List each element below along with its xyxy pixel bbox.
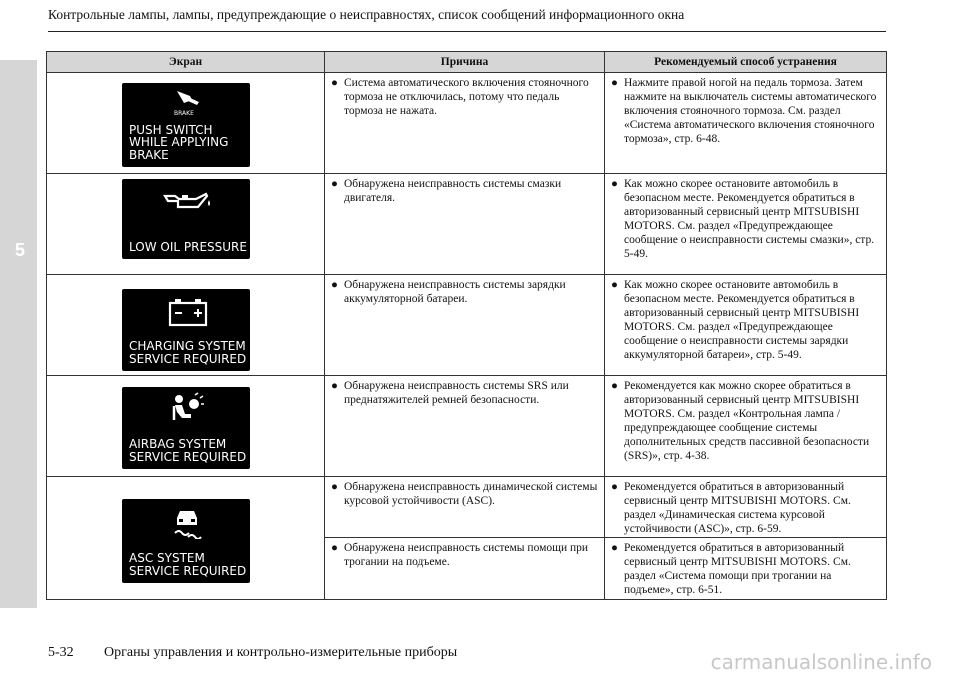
screen-cell [47,275,325,376]
remedy-text: Нажмите правой ногой на педаль тормоза. Затем нажмите на выключатель системы автоматического включения стояночного тормоза. См. раздел «Система автоматического включения стояночного тормоза», стр. 6-48. [624,77,877,145]
table-row [47,275,887,376]
chapter-side-tab [0,60,37,608]
screen-cell [47,477,325,600]
warning-messages-table [46,51,887,600]
display-text: AIRBAG SYSTEM SERVICE REQUIRED [129,437,247,464]
table-row [47,477,887,538]
column-header-cause: Причина [325,52,605,73]
remedy-cell [605,538,887,600]
cause-text: Обнаружена неисправность системы SRS или преднатяжителей ремней безопасности. [344,380,569,406]
table-row [47,73,887,174]
display-text: CHARGING SYSTEM SERVICE REQUIRED [129,339,247,366]
cause-cell [325,73,605,174]
bullet-icon: ● [611,77,618,89]
table-header-row [47,52,887,73]
oil-can-icon [162,187,212,213]
column-header-remedy: Рекомендуемый способ устранения [605,52,887,73]
footer-section-title: Органы управления и контрольно-измерительные приборы [104,645,458,660]
cause-text: Система автоматического включения стояночного тормоза не отключилась, потому что педаль тормоза не нажата. [344,77,589,117]
remedy-text: Как можно скорее остановите автомобиль в безопасном месте. Рекомендуется обратиться в авторизованный сервисный центр MITSUBISHI MOTORS. См. раздел «Предупреждающее сообщение о неисправности системы зарядки аккумуляторной батареи», стр. 5-49. [624,279,860,361]
bullet-icon: ● [331,481,338,493]
column-header-screen: Экран [47,52,325,73]
bullet-icon: ● [611,178,618,190]
display-message-charging [122,289,250,371]
bullet-icon: ● [331,542,338,554]
bullet-icon: ● [611,481,618,493]
cause-text: Обнаружена неисправность системы смазки двигателя. [344,178,562,204]
display-message-airbag [122,387,250,469]
battery-icon [168,297,208,327]
remedy-cell [605,73,887,174]
screen-cell [47,174,325,275]
remedy-cell [605,376,887,477]
display-message-oil [122,179,250,259]
display-text: LOW OIL PRESSURE [129,239,247,254]
cause-text: Обнаружена неисправность системы зарядки аккумуляторной батареи. [344,279,566,305]
table-row [47,376,887,477]
cause-text: Обнаружена неисправность системы помощи при трогании на подъеме. [344,542,589,568]
display-text: PUSH SWITCH WHILE APPLYING BRAKE [129,122,229,162]
bullet-icon: ● [611,380,618,392]
bullet-icon: ● [611,279,618,291]
remedy-text: Рекомендуется как можно скорее обратиться в авторизованный сервисный центр MITSUBISHI MOTORS. См. раздел «Контрольная лампа / предупреждающее сообщение системы дополнительных средств пассивной безопасности (SRS)», стр. 4-38. [624,380,870,462]
watermark: carmanualsonline.info [710,650,932,674]
display-message-brake [122,83,250,167]
bullet-icon: ● [331,380,338,392]
remedy-cell [605,275,887,376]
airbag-icon [169,392,205,426]
screen-cell [47,376,325,477]
remedy-text: Рекомендуется обратиться в авторизованный сервисный центр MITSUBISHI MOTORS. См. раздел «Система помощи при трогании на подъеме», стр. 6-51. [624,542,851,596]
remedy-text: Как можно скорее остановите автомобиль в безопасном месте. Рекомендуется обратиться в авторизованный сервисный центр MITSUBISHI MOTORS. См. раздел «Предупреждающее сообщение о неисправности системы смазки», стр. 5-49. [624,178,875,260]
display-text: ASC SYSTEM SERVICE REQUIRED [129,551,247,578]
brake-pedal-icon [174,88,202,110]
page-title: Контрольные лампы, лампы, предупреждающие о неисправностях, список сообщений информационного окна [48,7,685,22]
display-message-asc [122,499,250,583]
cause-cell [325,174,605,275]
brake-small-label: BRAKE [174,110,194,117]
title-divider [48,31,886,32]
screen-cell [47,73,325,174]
table-row [47,174,887,275]
cause-cell [325,538,605,600]
bullet-icon: ● [611,542,618,554]
remedy-text: Рекомендуется обратиться в авторизованный сервисный центр MITSUBISHI MOTORS. См. раздел «Динамическая система курсовой устойчивости (ASC)», стр. 6-59. [624,481,851,535]
remedy-cell [605,477,887,538]
cause-text: Обнаружена неисправность динамической системы курсовой устойчивости (ASC). [344,481,598,507]
bullet-icon: ● [331,77,338,89]
asc-skid-icon [172,507,202,539]
cause-cell [325,477,605,538]
bullet-icon: ● [331,279,338,291]
footer-page-number: 5-32 [48,645,74,660]
cause-cell [325,275,605,376]
chapter-number: 5 [14,240,25,260]
bullet-icon: ● [331,178,338,190]
cause-cell [325,376,605,477]
remedy-cell [605,174,887,275]
